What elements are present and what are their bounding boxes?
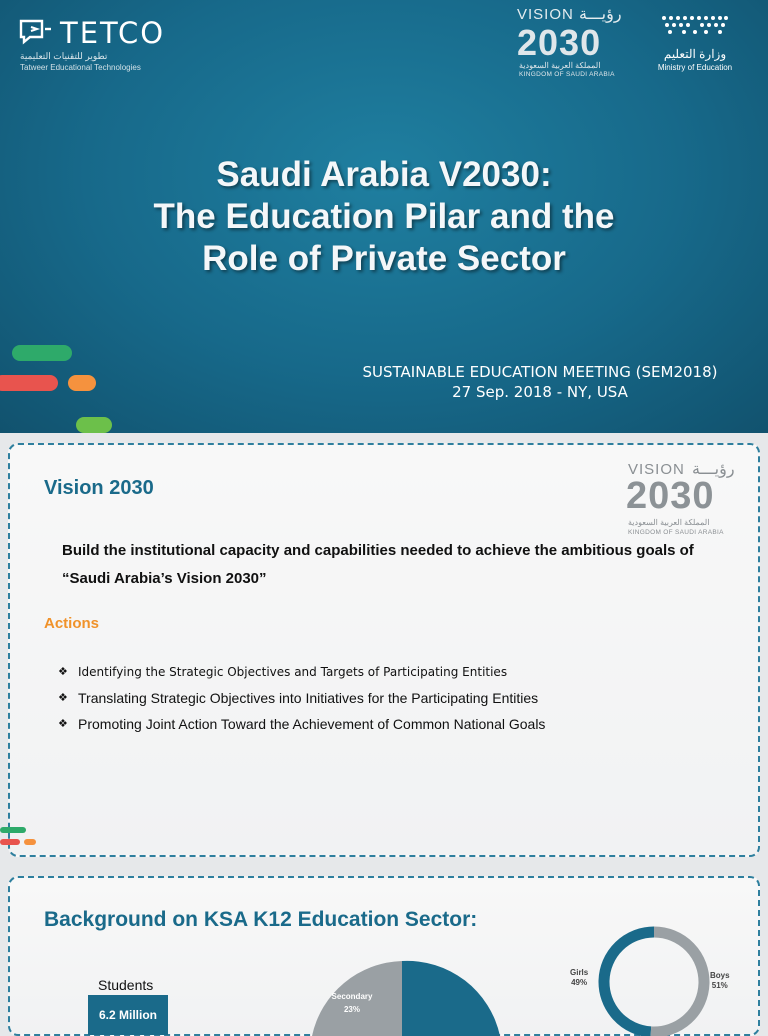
vision-2030-logo [517, 6, 629, 76]
diamond-bullet-icon: ❖ [58, 692, 68, 704]
tetco-name: TETCO [60, 16, 166, 50]
tetco-english-text: Tatweer Educational Technologies [20, 63, 141, 72]
ministry-arabic: وزارة التعليم [663, 47, 727, 61]
pie-value-secondary: 23% [343, 1005, 361, 1014]
vision-word: VISION [628, 461, 685, 478]
ministry-of-education-logo [640, 14, 750, 74]
gender-donut-chart [594, 922, 714, 1036]
meeting-date: 27 Sep. 2018 - NY, USA [452, 383, 628, 401]
girls-value: 49% [571, 978, 588, 987]
tetco-chat-icon [18, 18, 52, 46]
title-line-2: The Education Pilar and the [153, 197, 615, 236]
girls-label: Girls [570, 968, 589, 977]
pie-slice-other [402, 961, 500, 1036]
boys-label: Boys [710, 971, 730, 980]
vision-year: 2030 [626, 475, 715, 517]
title-line-1: Saudi Arabia V2030: [216, 155, 552, 194]
vision-arabic: رؤيـــة [579, 6, 622, 23]
action-text: Identifying the Strategic Objectives and Targets of Participating Entities [78, 665, 508, 679]
background-heading: Background on KSA K12 Education Sector: [44, 908, 478, 931]
vision-word: VISION [517, 6, 574, 23]
donut-label-girls [570, 968, 588, 988]
students-label: Students [98, 977, 154, 993]
kingdom-english: KINGDOM OF SAUDI ARABIA [628, 529, 724, 536]
boys-value: 51% [711, 981, 728, 990]
actions-heading: Actions [44, 615, 100, 632]
kingdom-english: KINGDOM OF SAUDI ARABIA [519, 71, 615, 78]
title-line-3: Role of Private Sector [202, 239, 566, 278]
list-item [58, 711, 545, 737]
action-text: Promoting Joint Action Toward the Achievement of Common National Goals [78, 716, 546, 732]
presentation-title [0, 154, 768, 280]
diamond-bullet-icon: ❖ [58, 665, 68, 678]
vision-slide [8, 443, 760, 857]
pie-label-secondary: Secondary [331, 992, 373, 1001]
title-slide [0, 0, 768, 433]
meeting-info [330, 362, 750, 402]
diamond-bullet-icon: ❖ [58, 718, 68, 730]
tetco-logo [18, 16, 178, 72]
kingdom-arabic: المملكة العربية السعودية [519, 61, 601, 70]
vision-heading: Vision 2030 [44, 477, 154, 499]
vision-arabic: رؤيـــة [692, 461, 735, 478]
donut-slice-boys [651, 932, 704, 1032]
meeting-name: SUSTAINABLE EDUCATION MEETING (SEM2018) [362, 363, 718, 381]
decor-pill-lightgreen [76, 417, 112, 433]
decor-pill-red-small [0, 839, 20, 845]
decor-pill-orange [68, 375, 96, 391]
ministry-english: Ministry of Education [657, 63, 733, 72]
decor-pill-green [12, 345, 72, 361]
action-text: Translating Strategic Objectives into Initiatives for the Participating Entities [78, 690, 539, 706]
actions-list [58, 659, 545, 737]
vision-2030-logo-gray [626, 457, 750, 537]
donut-slice-girls [604, 932, 654, 1032]
students-stat: 6.2 Million [88, 995, 168, 1035]
vision-lead-text: Build the institutional capacity and capabilities needed to achieve the ambitious goals of “Saudi Arabia’s Vision 2030” [62, 542, 694, 587]
tetco-arabic-text: تطوير للتقنيات التعليمية [20, 51, 108, 61]
donut-slices [604, 932, 704, 1032]
vision-year: 2030 [517, 22, 602, 63]
decor-pill-red [0, 375, 58, 391]
kingdom-arabic: المملكة العربية السعودية [628, 518, 710, 527]
list-item [58, 685, 545, 711]
donut-label-boys [710, 971, 730, 991]
list-item [58, 659, 545, 685]
decor-pill-green-small [0, 827, 26, 833]
ministry-dots-icon [660, 14, 730, 36]
decor-pill-orange-small [24, 839, 36, 845]
education-level-pie-chart [300, 956, 520, 1036]
background-slide [8, 876, 760, 1036]
